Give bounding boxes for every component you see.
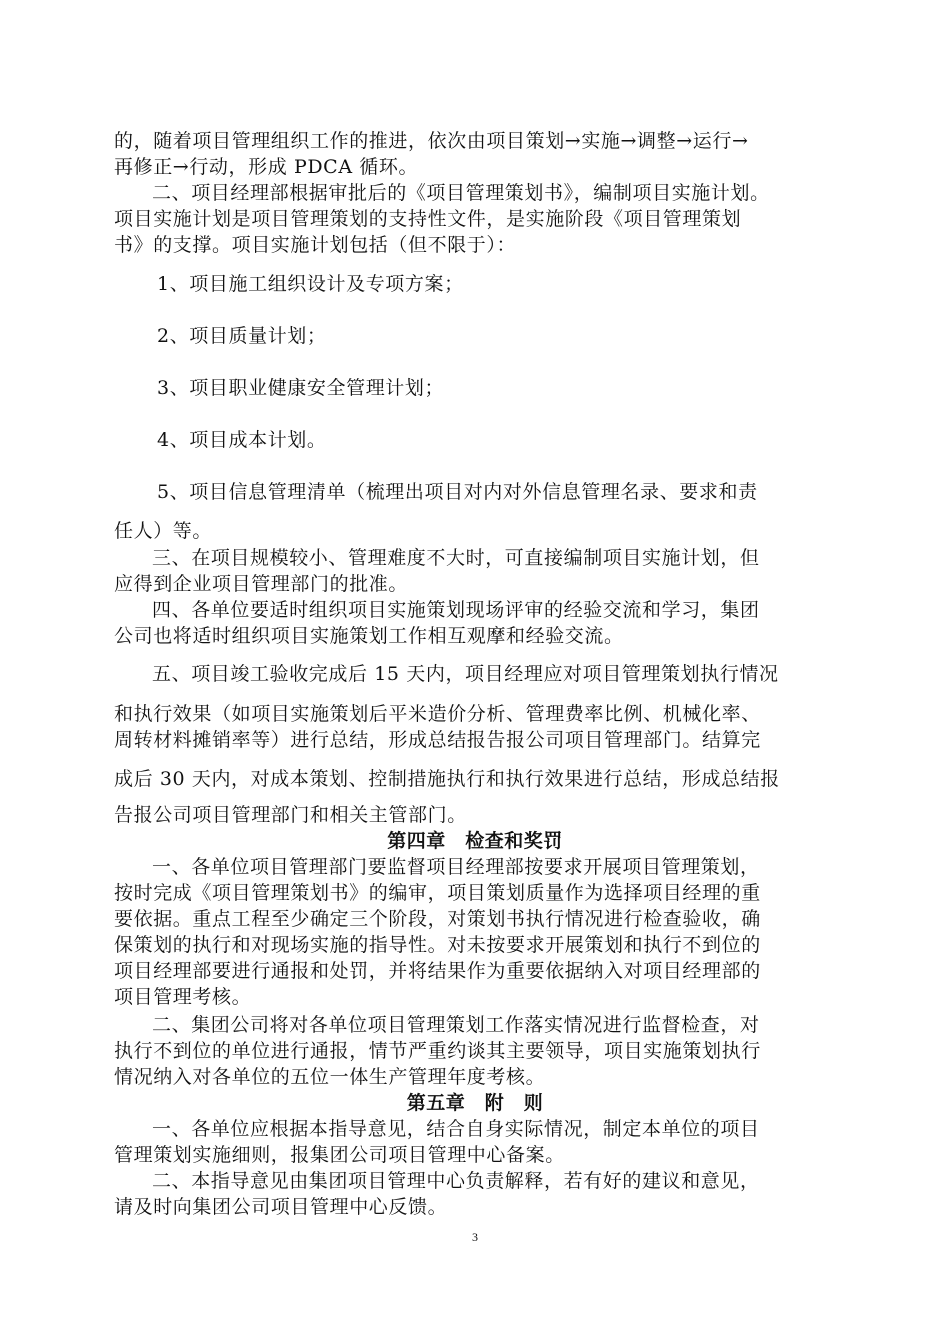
text-line: 项目实施计划是项目管理策划的支持性文件，是实施阶段《项目管理策划: [114, 208, 742, 230]
text-line: 请及时向集团公司项目管理中心反馈。: [114, 1196, 448, 1218]
text-line: 二、集团公司将对各单位项目管理策划工作落实情况进行监督检查，对: [152, 1014, 760, 1036]
list-item: 2、项目质量计划；: [157, 325, 327, 347]
text-line: 的，随着项目管理组织工作的推进，依次由项目策划→实施→调整→运行→: [114, 130, 749, 152]
text-line: 书》的支撑。项目实施计划包括（但不限于）：: [114, 234, 517, 256]
text-line: 五、项目竣工验收完成后 15 天内，项目经理应对项目管理策划执行情况: [152, 663, 779, 685]
text-line: 任人）等。: [114, 520, 213, 542]
text-line: 再修正→行动，形成 PDCA 循环。: [114, 156, 419, 178]
text-line: 项目经理部要进行通报和处罚，并将结果作为重要依据纳入对项目经理部的: [114, 960, 761, 982]
text-line: 管理策划实施细则，报集团公司项目管理中心备案。: [114, 1144, 565, 1166]
list-item: 5、项目信息管理清单（梳理出项目对内对外信息管理名录、要求和责: [157, 481, 758, 503]
text-line: 要依据。重点工程至少确定三个阶段，对策划书执行情况进行检查验收，确: [114, 908, 761, 930]
text-line: 周转材料摊销率等）进行总结，形成总结报告报公司项目管理部门。结算完: [114, 729, 761, 751]
chapter-5-heading: 第五章 附 则: [406, 1092, 544, 1114]
list-item: 4、项目成本计划。: [157, 429, 327, 451]
text-line: 按时完成《项目管理策划书》的编审，项目策划质量作为选择项目经理的重: [114, 882, 761, 904]
text-line: 三、在项目规模较小、管理难度不大时，可直接编制项目实施计划，但: [152, 547, 760, 569]
text-line: 项目管理考核。: [114, 986, 252, 1008]
list-item: 3、项目职业健康安全管理计划；: [157, 377, 445, 399]
text-line: 四、各单位要适时组织项目实施策划现场评审的经验交流和学习，集团: [152, 599, 760, 621]
list-item: 1、项目施工组织设计及专项方案；: [157, 273, 464, 295]
text-line: 二、本指导意见由集团项目管理中心负责解释，若有好的建议和意见，: [152, 1170, 760, 1192]
chapter-4-heading: 第四章 检查和奖罚: [387, 830, 563, 852]
text-line: 情况纳入对各单位的五位一体生产管理年度考核。: [114, 1066, 546, 1088]
text-line: 一、各单位应根据本指导意见，结合自身实际情况，制定本单位的项目: [152, 1118, 760, 1140]
text-line: 保策划的执行和对现场实施的指导性。对未按要求开展策划和执行不到位的: [114, 934, 761, 956]
text-line: 和执行效果（如项目实施策划后平米造价分析、管理费率比例、机械化率、: [114, 703, 761, 725]
text-line: 告报公司项目管理部门和相关主管部门。: [114, 804, 467, 826]
text-line: 应得到企业项目管理部门的批准。: [114, 573, 409, 595]
text-line: 执行不到位的单位进行通报，情节严重约谈其主要领导，项目实施策划执行: [114, 1040, 761, 1062]
text-line: 二、项目经理部根据审批后的《项目管理策划书》，编制项目实施计划。: [152, 182, 770, 204]
text-line: 一、各单位项目管理部门要监督项目经理部按要求开展项目管理策划，: [152, 856, 760, 878]
page-number: 3: [472, 1230, 478, 1244]
text-line: 公司也将适时组织项目实施策划工作相互观摩和经验交流。: [114, 625, 624, 647]
text-line: 成后 30 天内，对成本策划、控制措施执行和执行效果进行总结，形成总结报: [114, 768, 780, 790]
